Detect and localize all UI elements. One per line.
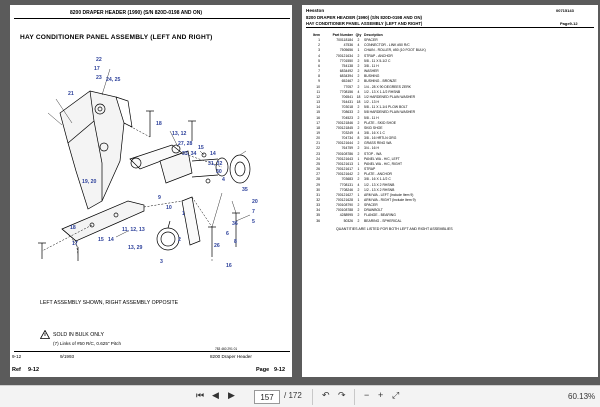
cell-description: PANEL WA - H/C, LEFT	[364, 156, 400, 161]
cell-description: CHAIN - ROLLER, #50 (10 FOOT BULK)	[364, 48, 426, 53]
cell-qty: 2	[357, 213, 360, 218]
cell-part-number: 50326	[343, 218, 353, 223]
cell-item: 25	[316, 161, 320, 166]
cell-description: 3/8 - 16 X 1 C	[364, 130, 385, 135]
cell-qty: 4	[357, 89, 360, 94]
cell-part-number: 7701550	[339, 58, 353, 63]
cell-part-number: 700118184	[336, 38, 353, 43]
cell-description: STOP - WA	[364, 151, 382, 156]
right-page	[302, 5, 598, 377]
cell-description: 5/8 - 11 X 1-1/4 PLOW BOLT	[364, 105, 408, 110]
right-page-ref: Page9-12	[560, 21, 578, 26]
cell-part-number: 47536	[343, 43, 353, 48]
column-header-part-number: Part Number	[332, 33, 353, 37]
toolbar-divider	[354, 389, 355, 405]
cell-item: 19	[316, 130, 320, 135]
cell-qty: 2	[357, 79, 360, 84]
right-header-rule	[306, 27, 594, 28]
callout-31-32: 31, 32	[208, 161, 223, 167]
cell-qty: 2	[357, 115, 360, 120]
cell-qty: 2	[357, 120, 360, 125]
cell-description: PLATE - SKID SHOE	[364, 120, 396, 125]
cell-description: 5/8 - 11 X 5-1/2 C	[364, 58, 391, 63]
brand-name: Hesston	[306, 8, 325, 13]
callout-3: 3	[160, 259, 163, 265]
callout-20: 20	[252, 199, 258, 205]
footer-code: 783 460 291 01	[215, 347, 238, 351]
cell-item: 3	[318, 48, 320, 53]
cell-part-number: 7708156	[339, 89, 353, 94]
cell-qty: 2	[357, 146, 360, 151]
cell-qty: 2	[357, 58, 360, 63]
cell-part-number: 704734	[341, 136, 353, 141]
cell-part-number: 700121617	[336, 167, 353, 172]
callout-9: 9	[158, 195, 161, 201]
cell-qty: 2	[357, 74, 360, 79]
cell-part-number: 700108786	[336, 151, 353, 156]
cell-qty: 8	[357, 136, 360, 141]
column-header-item: Item	[313, 33, 320, 37]
cell-item: 18	[316, 125, 320, 130]
cell-item: 21	[316, 141, 320, 146]
cell-qty: 2	[357, 63, 360, 68]
cell-description: PLATE - ANCHOR	[364, 172, 393, 177]
cell-description: 1/2 - 13 X 2 RHSNB	[364, 187, 395, 192]
cell-description: SPACER	[364, 203, 378, 208]
cell-description: 1/2 - 13 X 1-1/2 RHSNB	[364, 89, 401, 94]
callout-14b: 14	[108, 237, 114, 243]
cell-item: 17	[316, 120, 320, 125]
chain-links-note: (7) Links of #50 R/C, 0.625" Pitch	[53, 341, 122, 346]
callout-26: 26	[214, 243, 220, 249]
viewer-toolbar	[0, 385, 600, 407]
callout-33-34: 33, 34	[182, 151, 197, 157]
cell-part-number: 700121628	[336, 198, 353, 202]
left-page-subtitle: HAY CONDITIONER PANEL ASSEMBLY (LEFT AND RIGHT)	[20, 34, 213, 41]
cell-item: 22	[316, 146, 320, 151]
fit-icon[interactable]: ⤢	[392, 390, 400, 400]
cell-description: BUSHING - BRONZE	[364, 79, 397, 84]
cell-part-number: 700121642	[336, 172, 353, 177]
cell-part-number: 700121845	[336, 125, 353, 130]
cell-description: 1/4 - 28 X 90 DEGREES ZERK	[364, 84, 411, 89]
cell-item: 26	[316, 167, 320, 172]
callout-15: 15	[198, 145, 204, 151]
cell-description: BUSHING	[364, 74, 380, 79]
footer-date: 9/1993	[60, 354, 75, 359]
cell-part-number: 700121613	[336, 161, 353, 166]
callout-30: 30	[216, 169, 222, 175]
page-value: 9-12	[274, 367, 286, 373]
cell-description: ARM WA - RIGHT (Include Item 9)	[364, 198, 416, 202]
cell-qty: 18	[356, 94, 361, 99]
cell-qty: 4	[357, 43, 360, 48]
cell-part-number: 706541	[341, 94, 353, 99]
callout-16: 16	[226, 263, 232, 269]
cell-qty: 2	[357, 38, 360, 43]
footer-title: 8200 Draper Header	[210, 354, 252, 359]
callout-19-20: 19, 20	[82, 179, 97, 185]
exploded-parts-diagram	[32, 51, 272, 283]
cell-qty: 2	[357, 110, 360, 115]
cell-part-number: 703249	[341, 130, 353, 135]
cell-part-number: 6834394	[339, 74, 353, 79]
cell-description: 1/2 - 13 X 2 RHSNB	[364, 182, 395, 187]
cell-description: SPACER	[364, 38, 378, 43]
cell-item: 10	[316, 84, 320, 89]
cell-item: 9	[318, 79, 320, 84]
cell-item: 1	[318, 38, 320, 43]
cell-item: 7	[318, 69, 320, 74]
cell-item: 15	[316, 110, 320, 115]
left-page-header: 8200 DRAPER HEADER (1990) (S/N 820D-0198 AND ON)	[70, 10, 203, 16]
page-number-input[interactable]	[254, 390, 280, 404]
cell-item: 8	[318, 74, 320, 79]
cell-part-number: 704523	[341, 115, 353, 120]
cell-part-number: 700121846	[336, 120, 353, 125]
cell-item: 16	[316, 115, 320, 120]
callout-17: 17	[94, 66, 100, 72]
cell-item: 34	[316, 208, 320, 213]
cell-description: 5/8 HARDENED PLAIN WASHER	[364, 110, 416, 115]
prev-page-icon[interactable]: ◀	[212, 390, 219, 400]
cell-part-number: 4288995	[339, 213, 353, 218]
callout-22: 22	[96, 57, 102, 63]
table-row	[308, 219, 427, 224]
cell-part-number: 700121634	[336, 53, 353, 58]
total-pages: / 172	[284, 391, 302, 400]
callout-18b: 18	[70, 225, 76, 231]
cell-qty: 2	[357, 172, 360, 177]
callout-14: 14	[210, 151, 216, 157]
forward-icon[interactable]: ↷	[338, 390, 346, 400]
cell-part-number: 703683	[341, 177, 353, 182]
callout-6: 6	[226, 231, 229, 237]
cell-item: 14	[316, 105, 320, 110]
cell-qty: 2	[357, 141, 360, 146]
cell-qty: 2	[357, 125, 360, 130]
callout-13-12: 13, 12	[172, 131, 187, 137]
cell-qty: 4	[357, 182, 360, 187]
callout-17b: 17	[72, 241, 78, 247]
zoom-level[interactable]: 60.13%	[568, 392, 596, 401]
cell-description: FLANGE - BEARING	[364, 213, 396, 218]
cell-item: 5	[318, 58, 320, 63]
zoom-out-icon[interactable]: −	[364, 390, 370, 400]
cell-part-number: 652467	[341, 79, 353, 84]
cell-description: 3/4 - 16 H	[364, 146, 379, 151]
cell-item: 27	[316, 172, 320, 177]
cell-description: ARM WA - LEFT (Include Item 9)	[364, 192, 414, 197]
callout-23: 23	[96, 75, 102, 81]
callout-10: 10	[166, 205, 172, 211]
cell-part-number: 6834492	[339, 69, 353, 74]
cell-qty: 1	[357, 161, 360, 166]
cell-qty: 1	[357, 156, 360, 161]
cell-item: 11	[316, 89, 320, 94]
callout-21: 21	[68, 91, 74, 97]
cell-qty: 2	[357, 84, 360, 89]
warning-triangle-icon	[40, 330, 50, 339]
cell-item: 29	[316, 182, 320, 187]
cell-qty: 18	[356, 100, 361, 105]
cell-item: 35	[316, 213, 320, 218]
callout-8: 8	[234, 239, 237, 245]
right-page-header: 8200 DRAPER HEADER (1990) (S/N 820D-0198 AND ON)	[306, 15, 422, 20]
left-page	[10, 5, 292, 377]
cell-part-number: 764431	[341, 100, 353, 105]
assembly-caption: LEFT ASSEMBLY SHOWN, RIGHT ASSEMBLY OPPOSITE	[40, 300, 179, 306]
toolbar-divider	[312, 389, 313, 405]
zoom-in-icon[interactable]: +	[378, 390, 384, 400]
back-icon[interactable]: ↶	[322, 390, 330, 400]
callout-7: 7	[252, 209, 255, 215]
cell-item: 4	[318, 53, 320, 58]
footer-page-number: 9-12	[12, 354, 22, 359]
page-label: Page	[256, 367, 270, 373]
cell-item: 23	[316, 151, 320, 156]
cell-description: 1/2 HARDENED PLAIN WASHER	[364, 94, 416, 99]
cell-qty: 1	[357, 48, 360, 53]
cell-part-number: 708633	[341, 110, 353, 115]
cell-description: WASHER	[364, 69, 379, 74]
cell-qty: 2	[357, 69, 360, 74]
footer-rule	[14, 351, 290, 352]
first-page-icon[interactable]: ⏮	[196, 390, 205, 400]
quantity-note: QUANTITIES ARE LISTED FOR BOTH LEFT AND RIGHT ASSEMBLIES	[336, 227, 453, 231]
cell-item: 24	[316, 156, 320, 161]
cell-part-number: 7708131	[339, 182, 353, 187]
cell-qty: 1	[357, 198, 360, 202]
cell-qty: 2	[357, 187, 360, 192]
cell-description: PANEL WA - H/C, RIGHT	[364, 161, 403, 166]
cell-part-number: 77057	[343, 84, 353, 89]
cell-item: 33	[316, 203, 320, 208]
cell-qty: 2	[357, 177, 360, 182]
cell-item: 6	[318, 63, 320, 68]
cell-qty: 2	[357, 203, 360, 208]
cell-part-number: 700121644	[336, 141, 353, 146]
cell-description: CONNECTOR - LINK #50 R/C	[364, 43, 410, 48]
cell-description: 5/8 - 11 H	[364, 115, 379, 120]
header-rule	[14, 18, 290, 19]
cell-part-number: 700108788	[336, 208, 353, 213]
cell-qty: 2	[357, 208, 360, 213]
cell-item: 36	[316, 218, 320, 223]
cell-item: 12	[316, 94, 320, 99]
cell-item: 32	[316, 198, 320, 202]
cell-part-number: 754138	[341, 63, 353, 68]
right-page-section: HAY CONDITIONER PANEL ASSEMBLY (LEFT AND RIGHT)	[306, 21, 423, 26]
cell-description: STRAP	[364, 167, 376, 172]
parts-table	[308, 33, 427, 224]
column-header-description: Description	[364, 33, 383, 37]
callout-13-29: 13, 29	[128, 245, 143, 251]
ref-label: Ref	[12, 367, 21, 373]
cell-part-number: 764759	[341, 146, 353, 151]
cell-description: GRASS RING WA	[364, 141, 392, 146]
sold-in-bulk-note: SOLD IN BULK ONLY	[53, 332, 104, 338]
cell-qty: 1	[357, 192, 360, 197]
cell-item: 13	[316, 100, 320, 105]
cell-qty: 4	[357, 130, 360, 135]
cell-description: BEARING - SPHERICAL	[364, 218, 402, 223]
callout-5: 5	[252, 219, 255, 225]
cell-qty: 2	[357, 105, 360, 110]
cell-part-number: 7708246	[339, 187, 353, 192]
callout-36: 36	[232, 221, 238, 227]
cell-item: 20	[316, 136, 320, 141]
cell-part-number: 700121643	[336, 156, 353, 161]
cell-part-number: 700108790	[336, 203, 353, 208]
callout-1: 1	[182, 211, 185, 217]
cell-part-number: 703018	[341, 105, 353, 110]
callout-35: 35	[242, 187, 248, 193]
cell-qty: 1	[357, 167, 360, 172]
callout-27-28: 27, 28	[178, 141, 193, 147]
cell-description: 3/8 - 11 H	[364, 63, 379, 68]
callout-24-25: 24, 25	[106, 77, 121, 83]
callout-4: 4	[222, 177, 225, 183]
cell-item: 30	[316, 187, 320, 192]
cell-qty: 2	[357, 218, 360, 223]
cell-description: 1/2 - 13 H	[364, 100, 379, 105]
callout-18: 18	[156, 121, 162, 127]
callout-15b: 15	[98, 237, 104, 243]
callout-2: 2	[178, 237, 181, 243]
callout-11-12-13: 11, 12, 13	[122, 227, 145, 233]
cell-item: 2	[318, 43, 320, 48]
ref-value: 9-12	[28, 367, 40, 373]
cell-item: 28	[316, 177, 320, 182]
column-header-qty: Qty	[355, 33, 362, 37]
cell-part-number: 700121627	[336, 192, 353, 197]
doc-number: 00715143	[556, 8, 574, 13]
cell-qty: 2	[357, 151, 360, 156]
cell-part-number: 7505656	[339, 48, 353, 53]
cell-item: 31	[316, 192, 320, 197]
cell-description: 3/8 - 16 X 1-1/2 C	[364, 177, 391, 182]
cell-description: STRAP - ANCHOR	[364, 53, 393, 58]
cell-description: 3/8 - 16 HRTLN GRG	[364, 136, 397, 141]
cell-description: SKID SHOE	[364, 125, 383, 130]
next-page-icon[interactable]: ▶	[228, 390, 235, 400]
cell-qty: 2	[357, 53, 360, 58]
cell-description: DRAWBOLT	[364, 208, 383, 213]
